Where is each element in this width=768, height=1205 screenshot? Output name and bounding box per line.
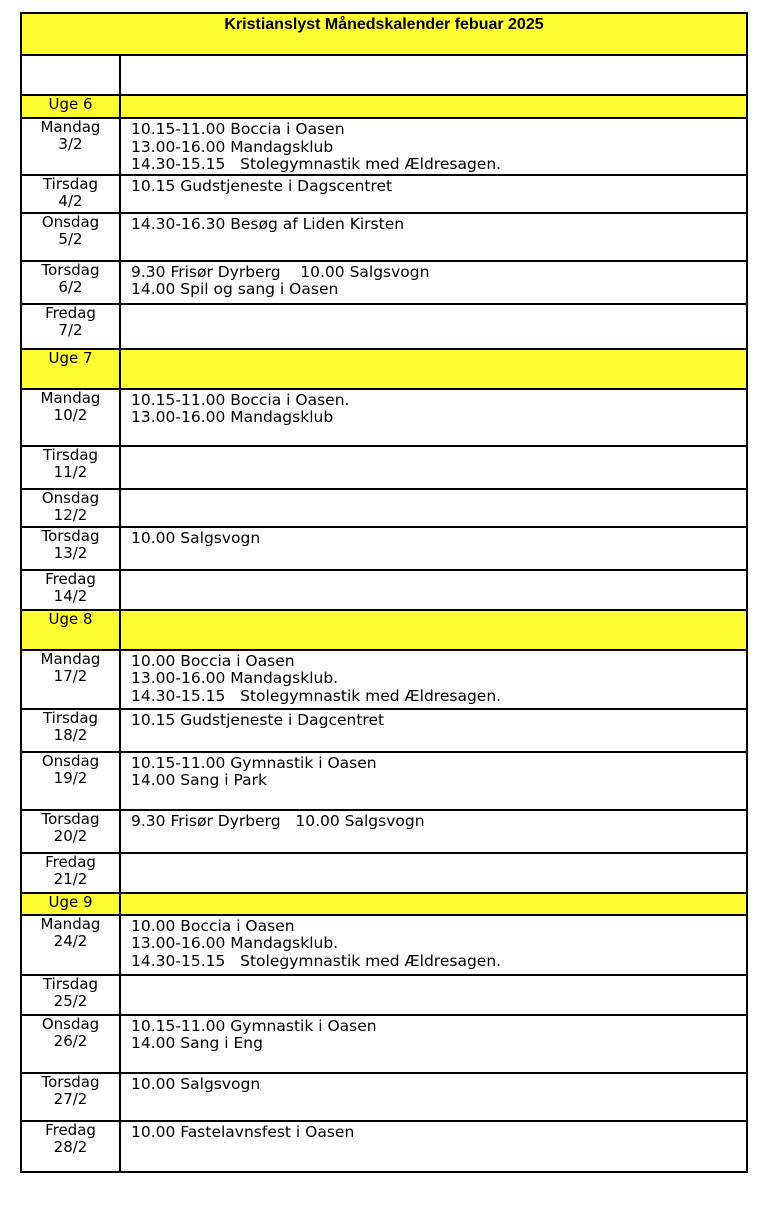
event-item: 14.00 Spil og sang i Oasen	[131, 280, 339, 298]
events-cell	[120, 489, 747, 527]
day-cell	[21, 175, 120, 213]
day-date: 28/2	[53, 1137, 88, 1156]
day-cell	[21, 1121, 120, 1172]
day-name: Fredag	[45, 852, 96, 871]
day-date: 26/2	[53, 1031, 88, 1050]
day-name: Fredag	[45, 1120, 96, 1139]
day-date: 7/2	[58, 320, 83, 339]
day-row	[21, 650, 747, 709]
blank-row	[21, 55, 747, 95]
event-item: 14.00 Sang i Eng	[131, 1034, 263, 1052]
events-cell	[120, 118, 747, 175]
day-cell	[21, 389, 120, 446]
day-cell	[21, 975, 120, 1015]
event-item: 9.30 Frisør Dyrberg 10.00 Salgsvogn	[131, 811, 425, 830]
events-cell	[120, 709, 747, 752]
event-item: 13.00-16.00 Mandagsklub.	[131, 669, 339, 687]
day-row	[21, 975, 747, 1015]
events-cell	[120, 810, 747, 853]
week-label: Uge 7	[21, 349, 120, 389]
day-row	[21, 389, 747, 446]
events-cell	[120, 213, 747, 261]
day-cell	[21, 489, 120, 527]
day-row	[21, 261, 747, 304]
day-name: Fredag	[45, 569, 96, 588]
event-item: 13.00-16.00 Mandagsklub	[131, 408, 334, 426]
day-row	[21, 709, 747, 752]
events-cell	[120, 527, 747, 570]
event-item: 10.00 Boccia i Oasen	[131, 651, 295, 670]
day-date: 18/2	[53, 725, 88, 744]
events-cell	[120, 1015, 747, 1073]
day-date: 19/2	[53, 768, 88, 787]
day-name: Tirsdag	[42, 174, 99, 193]
blank-cell	[120, 55, 747, 95]
week-row	[21, 95, 747, 118]
day-name: Tirsdag	[42, 974, 99, 993]
day-cell	[21, 1073, 120, 1121]
day-date: 20/2	[53, 826, 88, 845]
day-name: Torsdag	[41, 809, 100, 828]
events-cell	[120, 915, 747, 975]
event-item: 10.15-11.00 Boccia i Oasen	[131, 120, 345, 138]
day-name: Tirsdag	[42, 445, 99, 464]
day-name: Mandag	[40, 118, 101, 136]
week-label: Uge 9	[21, 893, 120, 915]
week-row	[21, 349, 747, 389]
events-cell	[120, 389, 747, 446]
week-header-blank	[120, 610, 747, 650]
day-date: 25/2	[53, 991, 88, 1010]
day-date: 11/2	[53, 462, 88, 481]
day-row	[21, 853, 747, 893]
day-name: Onsdag	[41, 488, 100, 507]
day-row	[21, 810, 747, 853]
day-name: Tirsdag	[42, 708, 99, 727]
event-item: 10.00 Fastelavnsfest i Oasen	[131, 1122, 355, 1141]
day-date: 5/2	[58, 229, 83, 248]
day-row	[21, 175, 747, 213]
event-item: 9.30 Frisør Dyrberg 10.00 Salgsvogn	[131, 262, 430, 281]
day-cell	[21, 118, 120, 175]
events-cell	[120, 261, 747, 304]
events-cell	[120, 570, 747, 610]
day-name: Mandag	[40, 914, 101, 933]
event-item: 10.15-11.00 Gymnastik i Oasen	[131, 1016, 377, 1035]
day-cell	[21, 213, 120, 261]
day-cell	[21, 527, 120, 570]
day-cell	[21, 570, 120, 610]
day-date: 10/2	[53, 405, 88, 424]
week-row	[21, 610, 747, 650]
calendar-table	[20, 12, 748, 1173]
events-cell	[120, 752, 747, 810]
day-cell	[21, 304, 120, 349]
day-date: 6/2	[58, 277, 83, 296]
day-cell	[21, 261, 120, 304]
day-row	[21, 446, 747, 489]
day-cell	[21, 446, 120, 489]
day-row	[21, 1073, 747, 1121]
event-item: 10.15 Gudstjeneste i Dagscentret	[131, 176, 393, 195]
day-row	[21, 752, 747, 810]
week-header-blank	[120, 893, 747, 915]
day-row	[21, 570, 747, 610]
day-cell	[21, 709, 120, 752]
title-row	[21, 13, 747, 55]
week-row	[21, 893, 747, 915]
day-date: 14/2	[53, 586, 88, 605]
events-cell	[120, 650, 747, 709]
events-cell	[120, 304, 747, 349]
blank-cell	[21, 55, 120, 95]
day-name: Onsdag	[41, 751, 100, 770]
events-cell	[120, 1121, 747, 1172]
event-item: 10.15-11.00 Boccia i Oasen.	[131, 390, 350, 409]
event-item: 13.00-16.00 Mandagsklub	[131, 137, 334, 156]
day-name: Mandag	[40, 388, 101, 407]
day-name: Torsdag	[41, 526, 100, 545]
event-item: 10.15 Gudstjeneste i Dagcentret	[131, 710, 385, 729]
day-date: 21/2	[53, 869, 88, 888]
day-row	[21, 915, 747, 975]
day-date: 13/2	[53, 543, 88, 562]
event-item: 14.30-15.15 Stolegymnastik med Ældresagen.	[131, 686, 502, 705]
day-row	[21, 304, 747, 349]
events-cell	[120, 1073, 747, 1121]
events-cell	[120, 975, 747, 1015]
week-header-blank	[120, 95, 747, 118]
event-item: 10.15-11.00 Gymnastik i Oasen	[131, 753, 377, 772]
calendar-title: Kristianslyst Månedskalender febuar 2025	[21, 13, 747, 55]
day-date: 12/2	[53, 505, 88, 524]
day-name: Onsdag	[41, 1014, 100, 1033]
event-item: 14.30-15.15 Stolegymnastik med Ældresagen.	[131, 155, 502, 173]
day-name: Torsdag	[41, 1072, 100, 1091]
event-item: 13.00-16.00 Mandagsklub.	[131, 934, 339, 952]
day-row	[21, 1015, 747, 1073]
day-date: 24/2	[53, 931, 88, 950]
events-cell	[120, 175, 747, 213]
day-cell	[21, 853, 120, 893]
day-row	[21, 118, 747, 175]
event-item: 14.30-15.15 Stolegymnastik med Ældresagen.	[131, 951, 502, 970]
week-label: Uge 6	[21, 95, 120, 118]
day-cell	[21, 810, 120, 853]
day-name: Onsdag	[41, 212, 100, 231]
day-date: 27/2	[53, 1089, 88, 1108]
day-row	[21, 489, 747, 527]
event-item: 10.00 Salgsvogn	[131, 528, 261, 547]
day-name: Mandag	[40, 649, 101, 668]
events-cell	[120, 446, 747, 489]
day-row	[21, 1121, 747, 1172]
week-label: Uge 8	[21, 610, 120, 650]
day-date: 4/2	[58, 191, 83, 210]
day-cell	[21, 1015, 120, 1073]
event-item: 14.30-16.30 Besøg af Liden Kirsten	[131, 214, 405, 233]
day-name: Fredag	[45, 303, 96, 322]
event-item: 14.00 Sang i Park	[131, 771, 267, 789]
day-cell	[21, 752, 120, 810]
event-item: 10.00 Boccia i Oasen	[131, 916, 295, 935]
day-cell	[21, 650, 120, 709]
day-cell	[21, 915, 120, 975]
event-item: 10.00 Salgsvogn	[131, 1074, 261, 1093]
day-name: Torsdag	[41, 260, 100, 279]
day-row	[21, 527, 747, 570]
day-date: 17/2	[53, 666, 88, 685]
day-row	[21, 213, 747, 261]
events-cell	[120, 853, 747, 893]
day-date: 3/2	[58, 135, 83, 153]
week-header-blank	[120, 349, 747, 389]
